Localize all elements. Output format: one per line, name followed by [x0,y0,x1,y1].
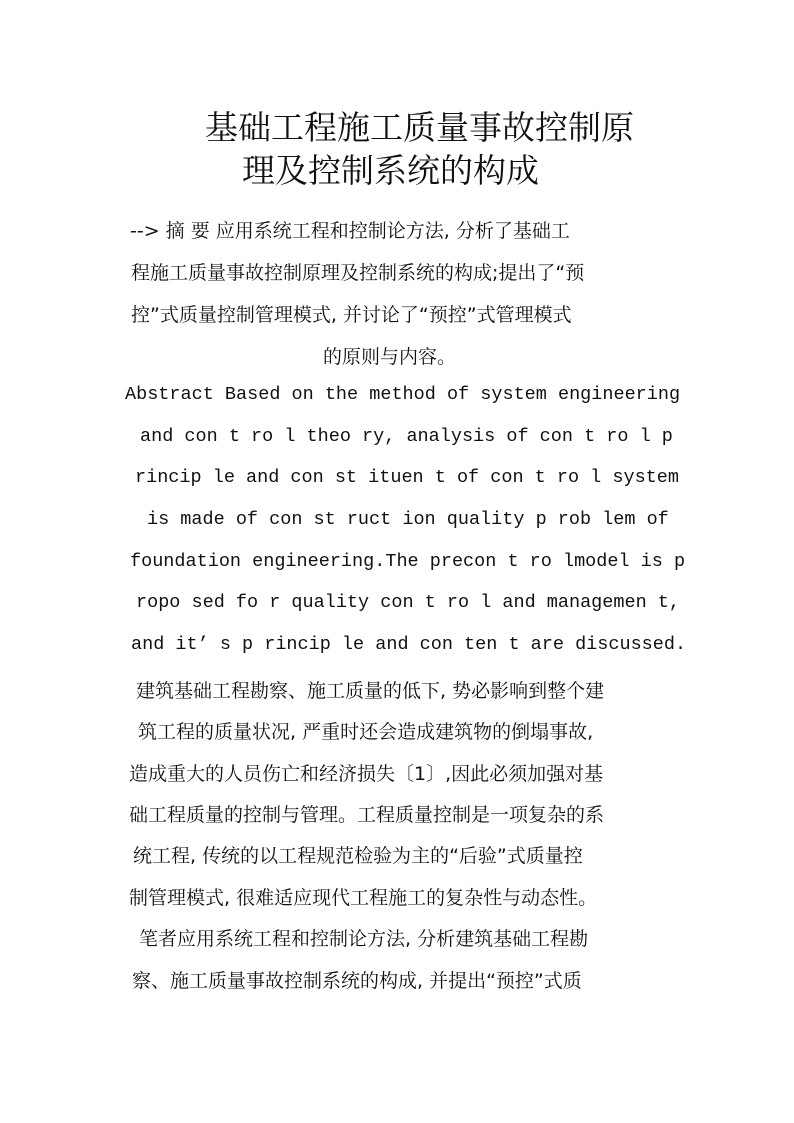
abstract-en-line: and it’ s p rincip le and con ten t are discussed. [131,634,687,655]
abstract-en-line: foundation engineering.The precon t ro lmodel is p [130,551,686,572]
body-text-line: 统工程, 传统的以工程规范检验为主的“后验”式质量控 [133,845,583,867]
body-text-line: 制管理模式, 很难适应现代工程施工的复杂性与动态性。 [129,887,598,909]
body-text-line: 筑工程的质量状况, 严重时还会造成建筑物的倒塌事故, [138,721,594,743]
body-text-line: 造成重大的人员伤亡和经济损失〔1〕,因此必须加强对基 [129,763,604,785]
abstract-en-line: rincip le and con st ituen t of con t ro l system [135,467,679,488]
abstract-cn-line: 的原则与内容。 [323,346,457,368]
body-text-line: 察、施工质量事故控制系统的构成, 并提出“预控”式质 [132,970,582,992]
abstract-en-line: Abstract Based on the method of system engineering [125,384,681,405]
abstract-cn-line: 程施工质量事故控制原理及控制系统的构成;提出了“预 [131,262,585,284]
document-title-line-1: 基础工程施工质量事故控制原 [205,108,634,147]
document-title-line-2: 理及控制系统的构成 [242,151,539,190]
abstract-cn-line: --> 摘 要 应用系统工程和控制论方法, 分析了基础工 [130,220,570,242]
body-text-line: 础工程质量的控制与管理。工程质量控制是一项复杂的系 [129,804,605,826]
abstract-cn-line: 控”式质量控制管理模式, 并讨论了“预控”式管理模式 [131,304,572,326]
abstract-en-line: ropo sed fo r quality con t ro l and managemen t, [136,592,680,613]
body-text-line: 建筑基础工程勘察、施工质量的低下, 势必影响到整个建 [136,680,605,702]
abstract-en-line: is made of con st ruct ion quality p rob lem of [147,509,669,530]
body-text-line: 笔者应用系统工程和控制论方法, 分析建筑基础工程勘 [139,928,589,950]
abstract-en-line: and con t ro l theo ry, analysis of con t ro l p [140,426,673,447]
